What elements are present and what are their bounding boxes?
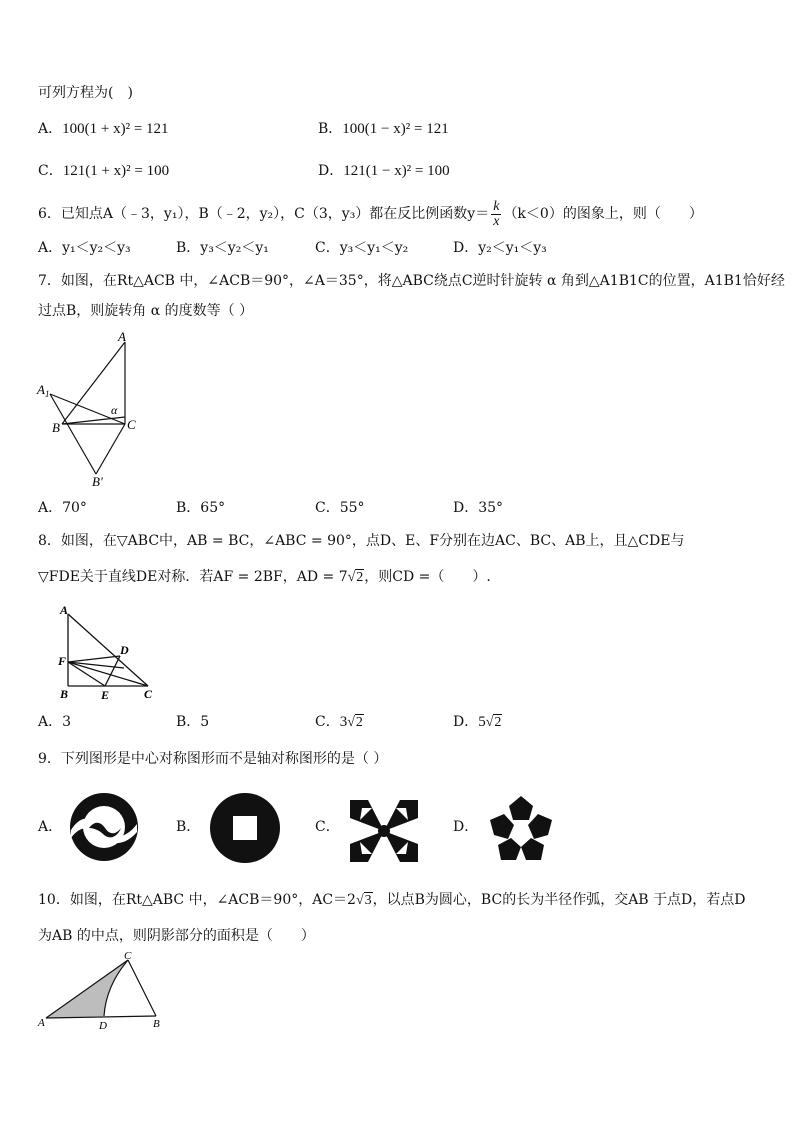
q10-seg-cb	[128, 960, 156, 1016]
q7-figure	[34, 328, 154, 488]
q7-label-a1-sub: 1	[44, 389, 50, 399]
q5-option-d[interactable]	[318, 162, 450, 180]
q7-option-a[interactable]: A．70°	[38, 500, 87, 516]
q9-option-b-label[interactable]: B．	[176, 819, 201, 835]
q8-seg-fd	[68, 656, 120, 662]
q8-seg-ac	[68, 614, 148, 686]
q10-label-d: D	[99, 1020, 107, 1032]
q8-option-d-sqrt: √2	[485, 715, 502, 730]
q10-label-c: C	[124, 950, 132, 962]
q8-label-a: A	[60, 603, 69, 617]
q10-stem-line1-a: 10．如图，在Rt△ABC 中，∠ACB＝90°，AC＝2	[38, 892, 356, 908]
q6-stem	[38, 199, 703, 229]
q7-option-b[interactable]: B．65°	[176, 500, 226, 516]
q5-stem-tail: 可列方程为( )	[38, 85, 133, 101]
q5-option-c[interactable]	[38, 162, 169, 180]
q10-sqrt: √3	[355, 893, 372, 908]
q9-option-c-label[interactable]: C．	[315, 819, 340, 835]
q8-option-c-radicand: 2	[355, 715, 363, 730]
q6-option-b[interactable]: B．y₃＜y₂＜y₁	[176, 240, 269, 256]
q7-label-a1-main: A	[37, 382, 45, 397]
q7-label-b: B	[52, 420, 60, 435]
q5-option-b-text: 100(1 − x)² = 121	[342, 121, 449, 137]
q5-option-a[interactable]	[38, 120, 169, 138]
q8-option-d-coef: 5	[478, 714, 486, 730]
q8-figure	[56, 602, 166, 702]
q6-frac-num: k	[493, 198, 500, 214]
q7-label-a: A	[118, 329, 126, 344]
q5-option-d-text: 121(1 − x)² = 100	[343, 163, 450, 179]
q9-option-d-label[interactable]: D．	[453, 819, 479, 835]
q7-option-d[interactable]: D．35°	[453, 500, 504, 516]
q8-option-a[interactable]: A．3	[38, 714, 72, 730]
q8-option-c[interactable]	[315, 713, 364, 732]
q8-option-b[interactable]: B．5	[176, 714, 210, 730]
q8-option-c-sqrt: √2	[347, 715, 363, 730]
q8-stem-line2	[38, 568, 491, 587]
q8-option-d[interactable]	[453, 713, 502, 732]
q7-option-c[interactable]: C．55°	[315, 500, 365, 516]
q8-stem-line2-b: ，则CD =（ ）.	[364, 569, 491, 585]
q7-seg-cb1	[96, 424, 125, 474]
q10-sqrt-radicand: 3	[364, 893, 372, 908]
q10-stem-line1	[38, 890, 746, 911]
q8-option-c-label: C．	[315, 714, 340, 730]
q8-label-d: D	[120, 643, 129, 657]
q8-option-c-coef: 3	[339, 714, 348, 730]
q5-option-b-label: B．	[318, 121, 343, 137]
q8-label-b: B	[60, 687, 69, 701]
q8-seg-de	[105, 656, 120, 686]
q7-label-alpha: α	[111, 403, 118, 417]
q9-option-b-figure[interactable]	[209, 792, 281, 864]
q6-option-d[interactable]: D．y₂＜y₁＜y₃	[453, 240, 547, 256]
q8-label-e: E	[101, 688, 110, 702]
q9-option-d-figure[interactable]	[486, 794, 556, 864]
q8-label-f: F	[58, 654, 67, 668]
q6-option-a[interactable]: A．y₁＜y₂＜y₃	[38, 240, 131, 256]
q5-option-d-label: D．	[318, 163, 344, 179]
q6-stem-after: （k＜0）的图象上，则（ ）	[503, 206, 703, 222]
q8-stem-line2-a: ▽FDE关于直线DE对称．若AF = 2BF，AD = 7	[38, 569, 348, 585]
q10-figure	[36, 950, 166, 1032]
q10-stem-line1-b: ，以点B为圆心，BC的长为半径作弧，交AB 于点D，若点D	[372, 892, 746, 908]
q8-stem-line1: 8．如图，在▽ABC中，AB = BC，∠ABC = 90°，点D、E、F分别在边AC、BC、AB上，且△CDE与	[38, 533, 685, 549]
q6-frac-den: x	[493, 213, 500, 229]
q7-label-bprime: B′	[92, 474, 103, 488]
q8-label-c: C	[144, 687, 153, 701]
q8-sqrt: √2	[347, 570, 364, 585]
q5-option-b[interactable]	[318, 120, 449, 138]
q5-option-c-text: 121(1 + x)² = 100	[62, 163, 170, 179]
q10-stem-line2: 为AB 的中点，则阴影部分的面积是（ ）	[38, 928, 315, 944]
q10-label-b: B	[153, 1018, 160, 1030]
q7-label-c: C	[127, 417, 136, 432]
q6-fraction	[491, 200, 501, 229]
q9-option-c-figure[interactable]	[346, 796, 422, 866]
q9-stem: 9．下列图形是中心对称图形而不是轴对称图形的是（ ）	[38, 751, 388, 767]
q6-option-c[interactable]: C．y₃＜y₁＜y₂	[315, 240, 409, 256]
q8-option-d-label: D．	[453, 714, 479, 730]
q9-option-a-label[interactable]: A．	[38, 819, 63, 835]
q10-label-a: A	[38, 1017, 45, 1029]
q8-seg-fc	[68, 662, 148, 686]
q8-sqrt-radicand: 2	[356, 570, 364, 585]
q7-label-a1	[36, 382, 49, 399]
q6-stem-before: 6．已知点A（﹣3，y₁），B（﹣2，y₂），C（3，y₃）都在反比例函数y＝	[38, 206, 490, 222]
q5-option-a-label: A．	[38, 121, 63, 137]
q9-option-a-figure[interactable]	[69, 792, 139, 862]
q7-stem-line1: 7．如图，在Rt△ACB 中，∠ACB＝90°，∠A＝35°，将△ABC绕点C逆时针旋转 α 角到△A1B1C的位置，A1B1恰好经	[38, 273, 785, 289]
q5-option-a-text: 100(1 + x)² = 121	[62, 121, 169, 137]
q5-option-c-label: C．	[38, 163, 63, 179]
q8-option-d-radicand: 2	[494, 715, 502, 730]
q7-stem-line2: 过点B，则旋转角 α 的度数等（ ）	[38, 303, 254, 319]
